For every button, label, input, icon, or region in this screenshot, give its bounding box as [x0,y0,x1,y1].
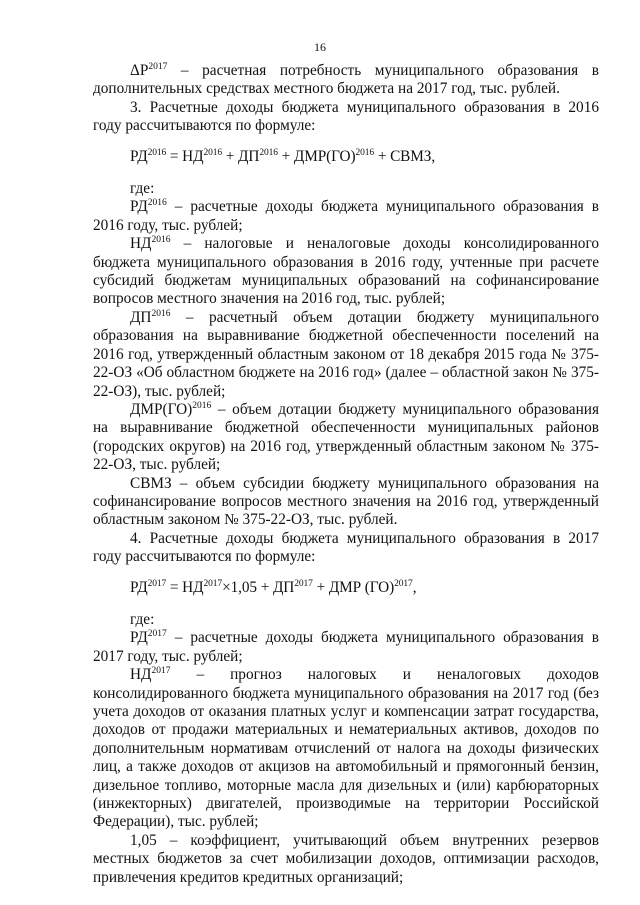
symbol: ДП [130,308,152,326]
symbol: НД [130,235,152,253]
symbol: РД [130,198,148,216]
definition-nd-2017 [93,666,599,832]
where-label: где: [130,610,155,628]
formula-term: ×1,05 + ДП [222,578,295,596]
symbol: ДМР(ГО) [130,400,193,418]
superscript: 2016 [147,147,167,158]
symbol: ΔР [130,62,149,79]
formula-term: + СВМЗ, [374,147,436,165]
page-number: 16 [314,40,326,54]
definition-text: – расчетные доходы бюджета муниципального образования в 2017 году, тыс. рублей; [93,629,599,665]
superscript: 2017 [148,62,168,72]
superscript: 2017 [151,666,171,677]
paragraph-4: 4. Расчетные доходы бюджета муниципального образования в 2017 году рассчитываются по формуле: [93,529,599,566]
definition-text: – расчетный объем дотации бюджету муниципального образования на выравнивание бюджетной обеспеченности поселений на 2016 год, утвержденный областным законом от 18 декабря 2015 года № 375-22-ОЗ «Об областном бюджете на 2016 год» (далее – областной закон № 375-22-ОЗ), тыс. рублей; [93,308,599,400]
definition-dmr-2016 [93,401,599,475]
superscript: 2016 [192,400,212,411]
superscript: 2016 [355,147,375,158]
definition-nd-2016 [93,235,599,309]
definition-svmz: СВМЗ – объем субсидии бюджету муниципального образования на софинансирование вопросов местного значения на 2016 год, утвержденный областным законом № 375-22-ОЗ, тыс. рублей. [93,474,599,529]
superscript: 2016 [203,147,223,158]
paragraph-3: 3. Расчетные доходы бюджета муниципального образования в 2016 году рассчитываются по формуле: [93,98,599,135]
superscript: 2016 [259,147,278,158]
formula-term: РД [130,578,148,596]
superscript: 2017 [394,578,413,589]
formula-2017 [130,579,599,597]
formula-term: , [412,578,417,596]
formula-term: + ДМР(ГО) [277,147,356,165]
definition-text: – прогноз налоговых и неналоговых доходов консолидированного бюджета муниципального образования на 2017 год (без учета доходов от оказания платных услуг и компенсации затрат государства, доходов от продажи материальных и нематериальных активов, доходов по дополнительным нормативам отчислений от налога на доходы физических лиц, а также доходов от акцизов на автомобильный и прямогонный бензин, дизельное топливо, моторные масла для дизельных и (или) карбюраторных (инжекторных) двигателей, производимые на территории Российской Федерации), тыс. рублей; [93,666,599,831]
symbol: РД [130,629,148,647]
formula-term: = НД [166,147,204,165]
definition-text: – расчетная потребность муниципального образования в дополнительных средствах местного бюджета на 2017 год, тыс. рублей. [93,62,599,98]
superscript: 2017 [147,629,167,640]
definition-rd-2017 [93,629,599,666]
definition-text: – расчетные доходы бюджета муниципального образования в 2016 году, тыс. рублей; [93,198,599,234]
superscript: 2017 [294,578,313,589]
definition-text: – налоговые и неналоговые доходы консолидированного бюджета муниципального образования в 2016 году, учтенные при расчете субсидий бюджетам муниципальных образований на софинансирование вопросов местного значения на 2016 год, тыс. рублей; [93,235,599,308]
definition-delta-r-2017 [93,62,599,99]
superscript: 2016 [147,198,167,209]
formula-term: + ДП [222,147,260,165]
symbol: НД [130,666,152,684]
formula-term: + ДМР (ГО) [312,578,395,596]
formula-2016 [130,148,599,166]
superscript: 2016 [151,235,171,246]
formula-term: = НД [166,578,204,596]
definition-coefficient: 1,05 – коэффициент, учитывающий объем внутренних резервов местных бюджетов за счет мобилизации доходов, оптимизации расходов, привлечения кредитов кредитных организаций; [93,831,599,886]
superscript: 2017 [147,578,167,589]
definition-rd-2016 [93,198,599,235]
where-label: где: [130,180,155,198]
definition-text: – объем дотации бюджету муниципального образования на выравнивание бюджетной обеспеченности муниципальных районов (городских округов) на 2016 год, утвержденный областным законом № 375-22-ОЗ, тыс. рублей; [93,400,599,474]
superscript: 2016 [151,308,171,319]
superscript: 2017 [203,578,223,589]
document-body [93,62,599,887]
formula-term: РД [130,147,148,165]
definition-dp-2016 [93,309,599,401]
